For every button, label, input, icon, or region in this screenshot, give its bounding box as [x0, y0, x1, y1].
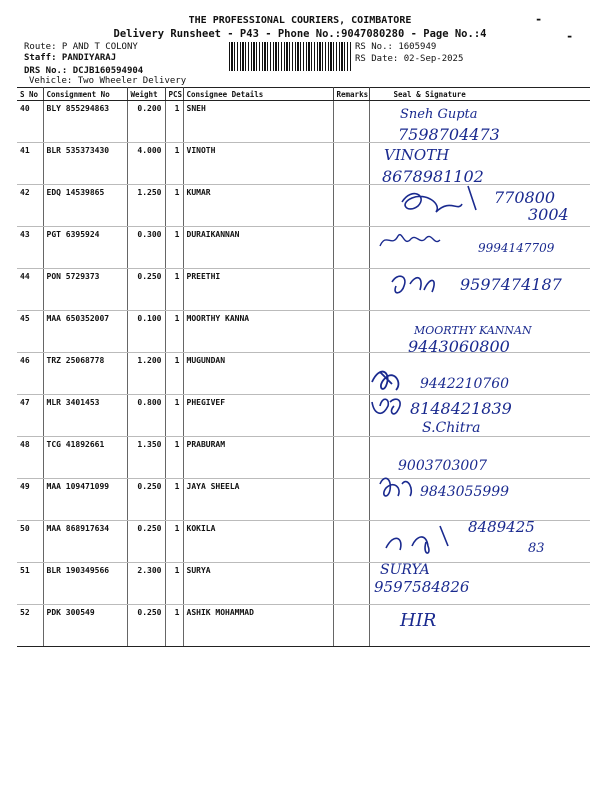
- table-header-row: [17, 88, 590, 101]
- cell-consignment: MLR 3401453: [43, 395, 127, 437]
- cell-pcs: 1: [165, 269, 183, 311]
- signature-47-phone: 8148421839: [410, 399, 512, 418]
- cell-remarks: [333, 269, 369, 311]
- cell-consignee: KOKILA: [183, 521, 333, 563]
- cell-weight: 4.000: [127, 143, 165, 185]
- cell-pcs: 1: [165, 395, 183, 437]
- cell-sno: 40: [17, 101, 43, 143]
- cell-signature: [369, 353, 590, 395]
- cell-consignee: MUGUNDAN: [183, 353, 333, 395]
- drs-label: DRS No.: DCJB160594904: [24, 66, 144, 76]
- cell-consignment: BLY 855294863: [43, 101, 127, 143]
- rs-date-label: RS Date: 02-Sep-2025: [355, 54, 464, 64]
- table-row: [17, 521, 590, 563]
- cell-consignment: MAA 650352007: [43, 311, 127, 353]
- signature-45-name: MOORTHY KANNAN: [414, 324, 532, 337]
- cell-remarks: [333, 437, 369, 479]
- cell-weight: 0.200: [127, 101, 165, 143]
- column-header-consignee: Consignee Details: [183, 88, 333, 101]
- table-row: [17, 311, 590, 353]
- signature-42-phone-b: 3004: [528, 205, 569, 224]
- table-row: [17, 353, 590, 395]
- cell-consignee: PRABURAM: [183, 437, 333, 479]
- table-row: [17, 101, 590, 143]
- column-header-remarks: Remarks: [333, 88, 369, 101]
- cell-consignee: PHEGIVEF: [183, 395, 333, 437]
- cell-remarks: [333, 353, 369, 395]
- table-row: [17, 437, 590, 479]
- route-label: Route: P AND T COLONY: [24, 42, 138, 52]
- signature-52-mark: HIR: [400, 610, 437, 631]
- corner-mark-top: -: [535, 12, 543, 26]
- signature-41-phone: 8678981102: [382, 167, 484, 186]
- cell-sno: 44: [17, 269, 43, 311]
- signature-40-name: Sneh Gupta: [400, 107, 478, 122]
- cell-signature: [369, 143, 590, 185]
- cell-consignment: TCG 41892661: [43, 437, 127, 479]
- cell-consignee: SURYA: [183, 563, 333, 605]
- cell-remarks: [333, 521, 369, 563]
- cell-pcs: 1: [165, 143, 183, 185]
- cell-weight: 2.300: [127, 563, 165, 605]
- cell-consignment: MAA 868917634: [43, 521, 127, 563]
- runsheet-table: [17, 87, 590, 647]
- cell-remarks: [333, 185, 369, 227]
- cell-consignment: TRZ 25068778: [43, 353, 127, 395]
- table-row: [17, 227, 590, 269]
- cell-signature: [369, 311, 590, 353]
- signature-49-phone-a: 9003703007: [398, 458, 488, 474]
- corner-mark-bottom: -: [566, 29, 574, 43]
- column-header-consignment: Consignment No: [43, 88, 127, 101]
- barcode: [229, 42, 352, 71]
- table-row: [17, 185, 590, 227]
- cell-consignee: PREETHI: [183, 269, 333, 311]
- signature-42-phone-a: 770800: [494, 188, 556, 207]
- cell-sno: 49: [17, 479, 43, 521]
- signature-45-phone: 9443060800: [408, 337, 510, 356]
- cell-pcs: 1: [165, 227, 183, 269]
- signature-51-name: SURYA: [380, 562, 430, 578]
- cell-sno: 51: [17, 563, 43, 605]
- cell-remarks: [333, 563, 369, 605]
- cell-pcs: 1: [165, 437, 183, 479]
- cell-consignment: PDK 300549: [43, 605, 127, 647]
- signature-50-extra: 83: [528, 541, 545, 556]
- cell-consignee: JAYA SHEELA: [183, 479, 333, 521]
- cell-remarks: [333, 605, 369, 647]
- vehicle-label: Vehicle: Two Wheeler Delivery: [29, 76, 187, 86]
- cell-pcs: 1: [165, 563, 183, 605]
- signature-46-phone: 9442210760: [420, 376, 510, 392]
- signature-47-name: S.Chitra: [422, 420, 481, 436]
- cell-consignment: PGT 6395924: [43, 227, 127, 269]
- cell-remarks: [333, 479, 369, 521]
- cell-consignee: ASHIK MOHAMMAD: [183, 605, 333, 647]
- cell-remarks: [333, 101, 369, 143]
- cell-signature: [369, 521, 590, 563]
- cell-signature: [369, 437, 590, 479]
- cell-sno: 50: [17, 521, 43, 563]
- cell-pcs: 1: [165, 479, 183, 521]
- cell-weight: 1.350: [127, 437, 165, 479]
- column-header-weight: Weight: [127, 88, 165, 101]
- cell-sno: 41: [17, 143, 43, 185]
- cell-consignee: KUMAR: [183, 185, 333, 227]
- cell-sno: 45: [17, 311, 43, 353]
- cell-remarks: [333, 227, 369, 269]
- table-row: [17, 479, 590, 521]
- signature-40-phone: 7598704473: [398, 125, 500, 144]
- cell-weight: 0.250: [127, 605, 165, 647]
- cell-signature: [369, 563, 590, 605]
- cell-weight: 0.250: [127, 269, 165, 311]
- cell-remarks: [333, 143, 369, 185]
- cell-sno: 48: [17, 437, 43, 479]
- cell-signature: [369, 605, 590, 647]
- table-row: [17, 563, 590, 605]
- staff-label: Staff: PANDIYARAJ: [24, 53, 117, 63]
- cell-signature: [369, 395, 590, 437]
- cell-sno: 43: [17, 227, 43, 269]
- cell-weight: 0.800: [127, 395, 165, 437]
- cell-pcs: 1: [165, 353, 183, 395]
- cell-consignee: SNEH: [183, 101, 333, 143]
- page-subtitle: Delivery Runsheet - P43 - Phone No.:9047080280 - Page No.:4: [113, 28, 487, 40]
- table-row: [17, 269, 590, 311]
- cell-consignee: MOORTHY KANNA: [183, 311, 333, 353]
- cell-pcs: 1: [165, 101, 183, 143]
- cell-consignee: DURAIKANNAN: [183, 227, 333, 269]
- column-header-sno: S No: [17, 88, 43, 101]
- table-row: [17, 143, 590, 185]
- cell-remarks: [333, 395, 369, 437]
- cell-pcs: 1: [165, 311, 183, 353]
- signature-44-phone: 9597474187: [460, 275, 562, 294]
- cell-signature: [369, 269, 590, 311]
- cell-sno: 52: [17, 605, 43, 647]
- cell-weight: 0.300: [127, 227, 165, 269]
- cell-signature: [369, 479, 590, 521]
- cell-signature: [369, 101, 590, 143]
- cell-weight: 0.250: [127, 479, 165, 521]
- cell-pcs: 1: [165, 521, 183, 563]
- cell-consignment: MAA 109471099: [43, 479, 127, 521]
- signature-49-phone-b: 9843055999: [420, 484, 510, 500]
- signature-43-phone: 9994147709: [478, 241, 555, 255]
- signature-51-phone: 9597584826: [374, 578, 470, 596]
- column-header-pcs: PCS: [165, 88, 183, 101]
- cell-consignment: BLR 535373430: [43, 143, 127, 185]
- cell-consignment: PON 5729373: [43, 269, 127, 311]
- signature-41-name: VINOTH: [384, 146, 450, 164]
- page-title: THE PROFESSIONAL COURIERS, COIMBATORE: [188, 15, 412, 26]
- cell-weight: 0.100: [127, 311, 165, 353]
- cell-weight: 0.250: [127, 521, 165, 563]
- cell-signature: [369, 227, 590, 269]
- column-header-signature: Seal & Signature: [369, 88, 590, 101]
- cell-remarks: [333, 311, 369, 353]
- cell-consignment: EDQ 14539865: [43, 185, 127, 227]
- rs-no-label: RS No.: 1605949: [355, 42, 437, 52]
- table-row: [17, 605, 590, 647]
- table-row: [17, 395, 590, 437]
- signature-50-phone: 8489425: [468, 518, 535, 536]
- cell-signature: [369, 185, 590, 227]
- cell-consignment: BLR 190349566: [43, 563, 127, 605]
- cell-weight: 1.250: [127, 185, 165, 227]
- cell-sno: 42: [17, 185, 43, 227]
- cell-sno: 46: [17, 353, 43, 395]
- cell-consignee: VINOTH: [183, 143, 333, 185]
- cell-pcs: 1: [165, 185, 183, 227]
- cell-sno: 47: [17, 395, 43, 437]
- cell-pcs: 1: [165, 605, 183, 647]
- cell-weight: 1.200: [127, 353, 165, 395]
